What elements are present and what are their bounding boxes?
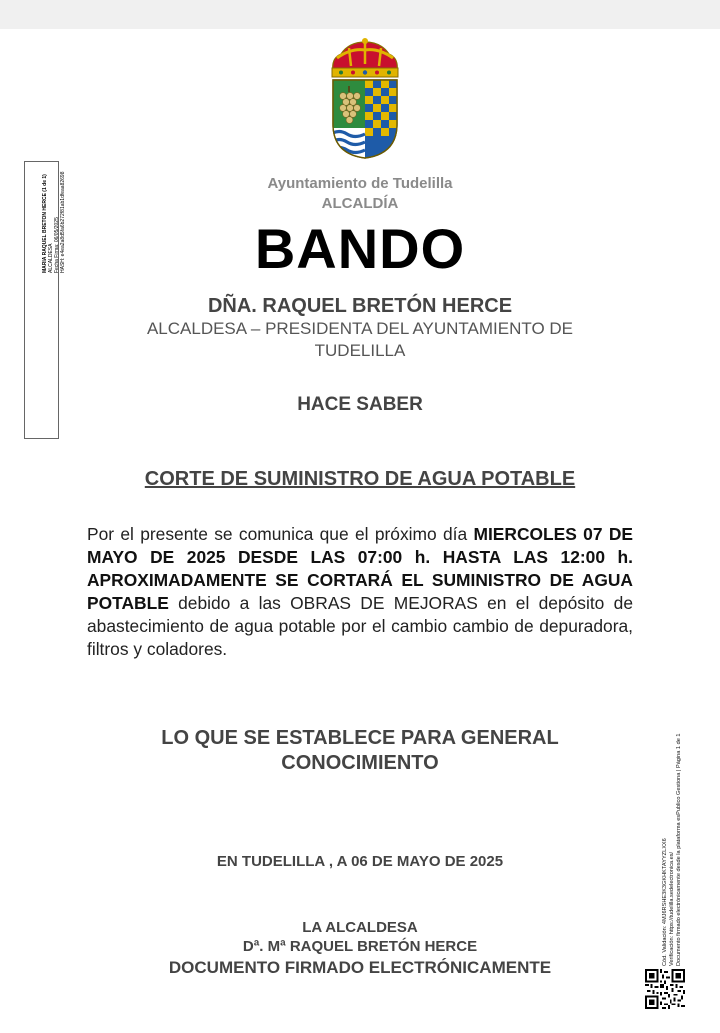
- signature-note: DOCUMENTO FIRMADO ELECTRÓNICAMENTE: [168, 958, 552, 977]
- signature-name: Dª. Mª RAQUEL BRETÓN HERCE: [242, 938, 478, 955]
- signature-title: LA ALCALDESA: [302, 919, 418, 936]
- platform-note: Documento firmado electrónicamente desde la plataforma esPublico Gestiona | Página 1 de 1: [676, 733, 682, 966]
- place-and-date: EN TUDELILLA , A 06 DE MAYO DE 2025: [216, 853, 504, 870]
- qr-code-icon: [645, 969, 685, 1009]
- validation-code: Cód. Validación: 4MJ6RSHE3K3GKHKTAYYZLXX6: [662, 838, 668, 966]
- municipal-coat-of-arms-icon: [327, 38, 403, 160]
- verification-text: [662, 656, 683, 966]
- signature-signer: MARIA RAQUEL BRETON HERCE (1 de 1): [42, 174, 48, 273]
- verification-url: Verificación: https://tudelilla.sedelectronica.es/: [669, 851, 675, 966]
- hace-saber-heading: HACE SABER: [297, 394, 423, 415]
- subject-heading: CORTE DE SUMINISTRO DE AGUA POTABLE: [144, 468, 576, 490]
- department-name: ALCALDÍA: [321, 195, 399, 212]
- municipality-name: Ayuntamiento de Tudelilla: [267, 175, 453, 192]
- document-title: BANDO: [254, 217, 466, 280]
- closing-statement: LO QUE SE ESTABLECE PARA GENERAL CONOCIMIENTO: [161, 727, 559, 774]
- body-rest: debido a las OBRAS DE MEJORAS en el depósito de abastecimiento de agua potable por el cambio cambio de depuradora, filtros y coladores.: [87, 593, 633, 659]
- signature-role: ALCALDESA: [48, 243, 54, 273]
- electronic-signature-box: [24, 161, 66, 439]
- signature-hash: HASH: e4ea2a8d5fa6b272f81ab1dfeaa82698: [60, 171, 66, 273]
- body-intro: Por el presente se comunica que el próximo día: [87, 524, 474, 544]
- authority-role: ALCALDESA – PRESIDENTA DEL AYUNTAMIENTO DE TUDELILLA: [146, 319, 574, 360]
- signature-date: Fecha Firma: 06/05/2025: [54, 217, 60, 273]
- letterhead: [80, 174, 640, 214]
- body-emphasis: MIERCOLES 07 DE MAYO DE 2025 DESDE LAS 07:00 h. HASTA LAS 12:00 h. APROXIMADAMENTE SE CORTARÁ EL SUMINISTRO DE AGUA POTABLE: [87, 524, 633, 613]
- viewer-top-bar: [0, 0, 720, 29]
- authority-name: DÑA. RAQUEL BRETÓN HERCE: [207, 295, 513, 317]
- notice-body: [87, 523, 633, 661]
